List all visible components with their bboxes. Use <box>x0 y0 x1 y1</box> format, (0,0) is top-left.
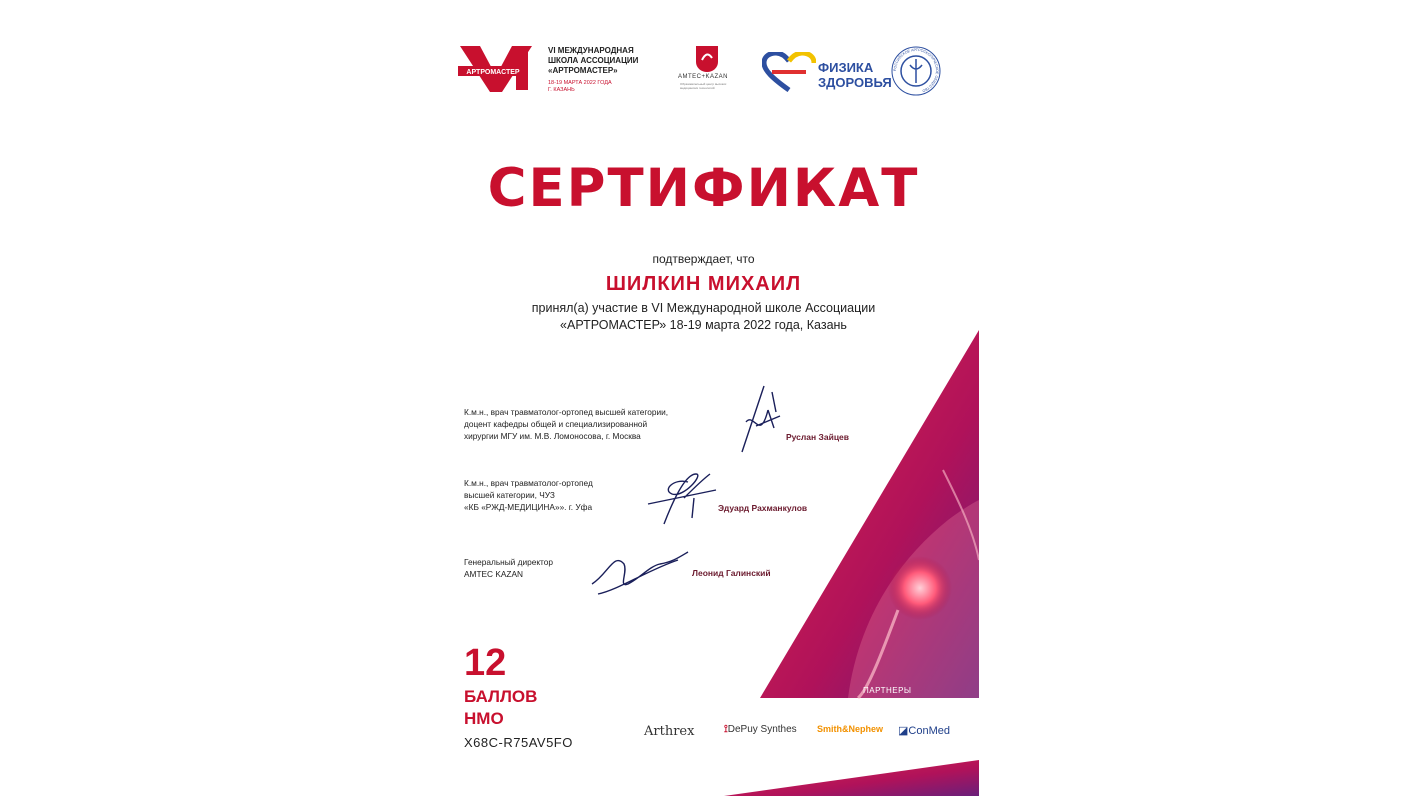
artromaster-logo <box>458 46 540 92</box>
partner-depuy-synthes-logo: ⟟DePuy Synthes <box>724 724 797 735</box>
signature-2 <box>644 468 718 528</box>
certificate-page <box>428 0 979 796</box>
arthroscopic-society-seal <box>890 45 942 97</box>
participation-text: принял(а) участие в VI Международной школе Ассоциации «АРТРОМАСТЕР» 18-19 марта 2022 года, Казань <box>531 301 876 332</box>
certificate-title: СЕРТИФИКАТ <box>487 158 920 219</box>
signatory-3-position: Генеральный директор AMTEC KAZAN <box>464 557 553 579</box>
signatory-2-position: К.м.н., врач травматолог-ортопед высшей категории, ЧУЗ «КБ «РЖД-МЕДИЦИНА»». г. Уфа <box>464 478 593 512</box>
heart-logo-icon <box>762 52 816 92</box>
signature-3 <box>588 544 694 596</box>
signatory-3-name: Леонид Галинский <box>692 568 771 578</box>
artromaster-logo-text: АРТРОМАСТЕР <box>466 69 520 76</box>
conmed-mark-icon: ◪ <box>898 725 909 737</box>
partner-smith-nephew-logo: Smith&Nephew <box>817 724 884 734</box>
certificate-code: X68C-R75AV5FO <box>464 735 573 750</box>
signatory-1-position: К.м.н., врач травматолог-ортопед высшей категории, доцент кафедры общей и специализированной хирургии МГУ им. М.В. Ломоносова, г. Москва <box>464 407 669 441</box>
signatory-2-name: Эдуард Рахманкулов <box>718 503 808 513</box>
depuy-mark-icon: ⟟ <box>724 724 728 735</box>
recipient-name: ШИЛКИН МИХАИЛ <box>605 273 802 295</box>
amtec-subtitle: Образовательный центр высоких медицинских технологий <box>680 82 727 90</box>
points-number: 12 <box>464 642 507 684</box>
seal-ring-text: РОССИЙСКОЕ АРТРОСКОПИЧЕСКОЕ ОБЩЕСТВО <box>892 47 940 93</box>
partner-arthrex-logo: Arthrex <box>644 724 695 739</box>
amtec-logo-icon <box>696 46 718 72</box>
school-date: 18-19 МАРТА 2022 ГОДА Г. КАЗАНЬ <box>548 80 612 93</box>
signatory-1-name: Руслан Зайцев <box>786 432 849 442</box>
signature-1 <box>734 382 784 460</box>
fizika-zdorovya-logo-text: ФИЗИКА ЗДОРОВЬЯ <box>818 60 892 90</box>
school-title: VI МЕЖДУНАРОДНАЯ ШКОЛА АССОЦИАЦИИ «АРТРОМАСТЕР» <box>548 46 639 75</box>
partner-conmed-logo: ◪ConMed <box>898 725 950 737</box>
points-label: БАЛЛОВ НМО <box>464 687 538 728</box>
amtec-label: AMTEC+KAZAN <box>678 74 729 80</box>
confirms-text: подтверждает, что <box>652 252 755 266</box>
partners-label: ПАРТНЕРЫ <box>863 686 912 695</box>
decorative-background <box>428 0 979 796</box>
